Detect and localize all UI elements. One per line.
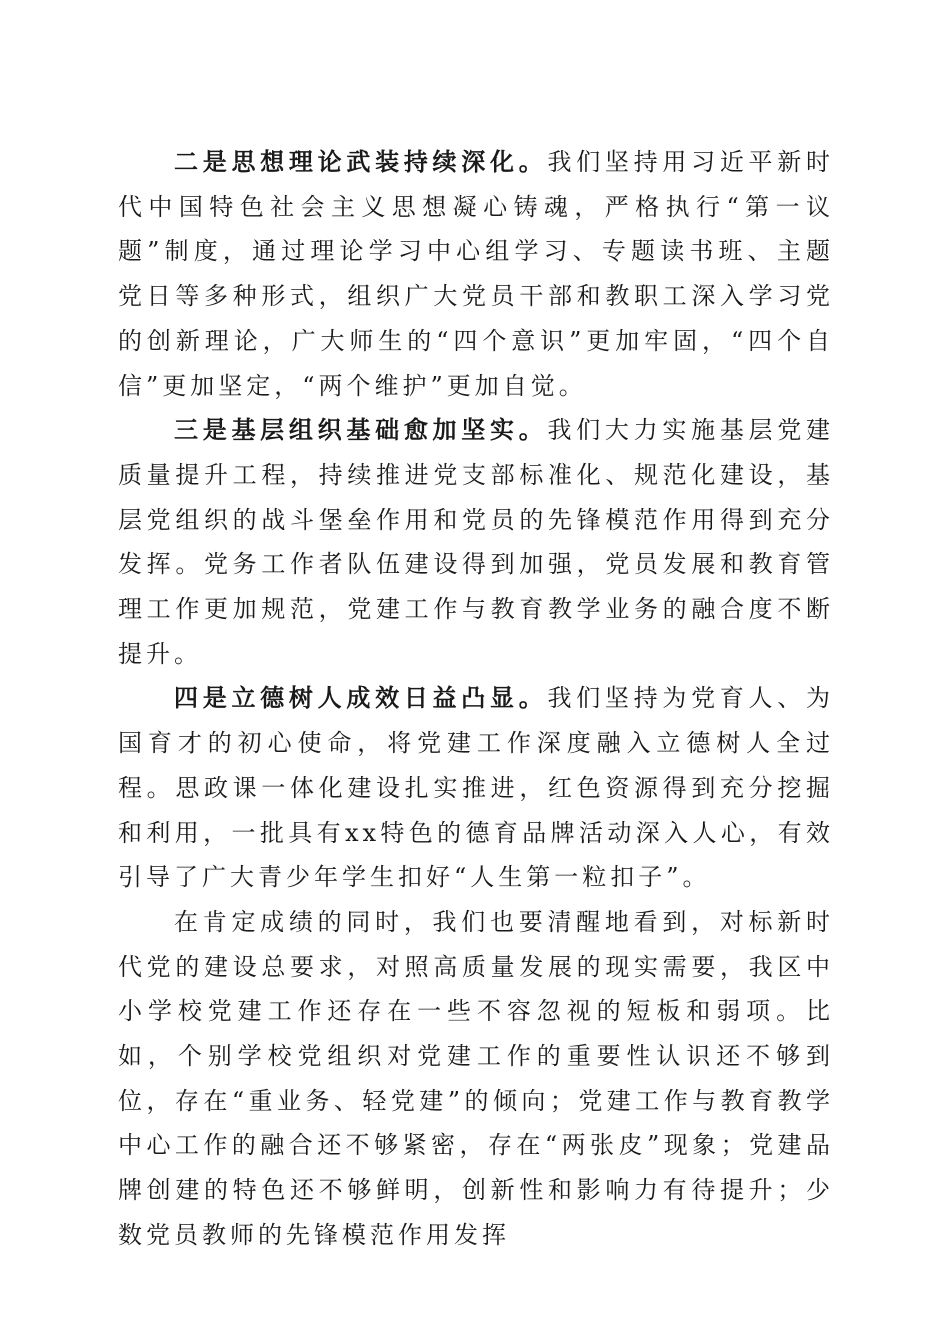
paragraph-text: 我们坚持用习近平新时代中国特色社会主义思想凝心铸魂，严格执行“第一议题”制度，通过理论学习中心组学习、专题读书班、主题党日等多种形式，组织广大党员干部和教职工深入学习党的创新理论，广大师生的“四个意识”更加牢固，“四个自信”更加坚定，“两个维护”更加自觉。 [118,148,835,400]
document-body [118,140,834,1258]
paragraph-heading: 二是思想理论武装持续深化。 [174,147,548,176]
paragraph-shortcomings [118,900,834,1258]
paragraph-ideological-theory [118,140,834,408]
paragraph-text: 我们坚持为党育人、为国育才的初心使命，将党建工作深度融入立德树人全过程。思政课一体化建设扎实推进，红色资源得到充分挖掘和利用，一批具有xx特色的德育品牌活动深入人心，有效引导了广大青少年学生扣好“人生第一粒扣子”。 [118,684,835,892]
paragraph-moral-education [118,676,834,900]
paragraph-heading: 四是立德树人成效日益凸显。 [174,683,548,713]
paragraph-heading: 三是基层组织基础愈加坚实。 [174,415,548,445]
paragraph-text: 我们大力实施基层党建质量提升工程，持续推进党支部标准化、规范化建设，基层党组织的战斗堡垒作用和党员的先锋模范作用得到充分发挥。党务工作者队伍建设得到加强，党员发展和教育管理工作更加规范，党建工作与教育教学业务的融合度不断提升。 [118,416,835,668]
paragraph-grassroots-organization [118,408,834,676]
paragraph-text: 在肯定成绩的同时，我们也要清醒地看到，对标新时代党的建设总要求，对照高质量发展的现实需要，我区中小学校党建工作还存在一些不容忽视的短板和弱项。比如，个别学校党组织对党建工作的重要性认识还不够到位，存在“重业务、轻党建”的倾向；党建工作与教育教学中心工作的融合还不够紧密，存在“两张皮”现象；党建品牌创建的特色还不够鲜明，创新性和影响力有待提升；少数党员教师的先锋模范作用发挥 [118,907,834,1249]
